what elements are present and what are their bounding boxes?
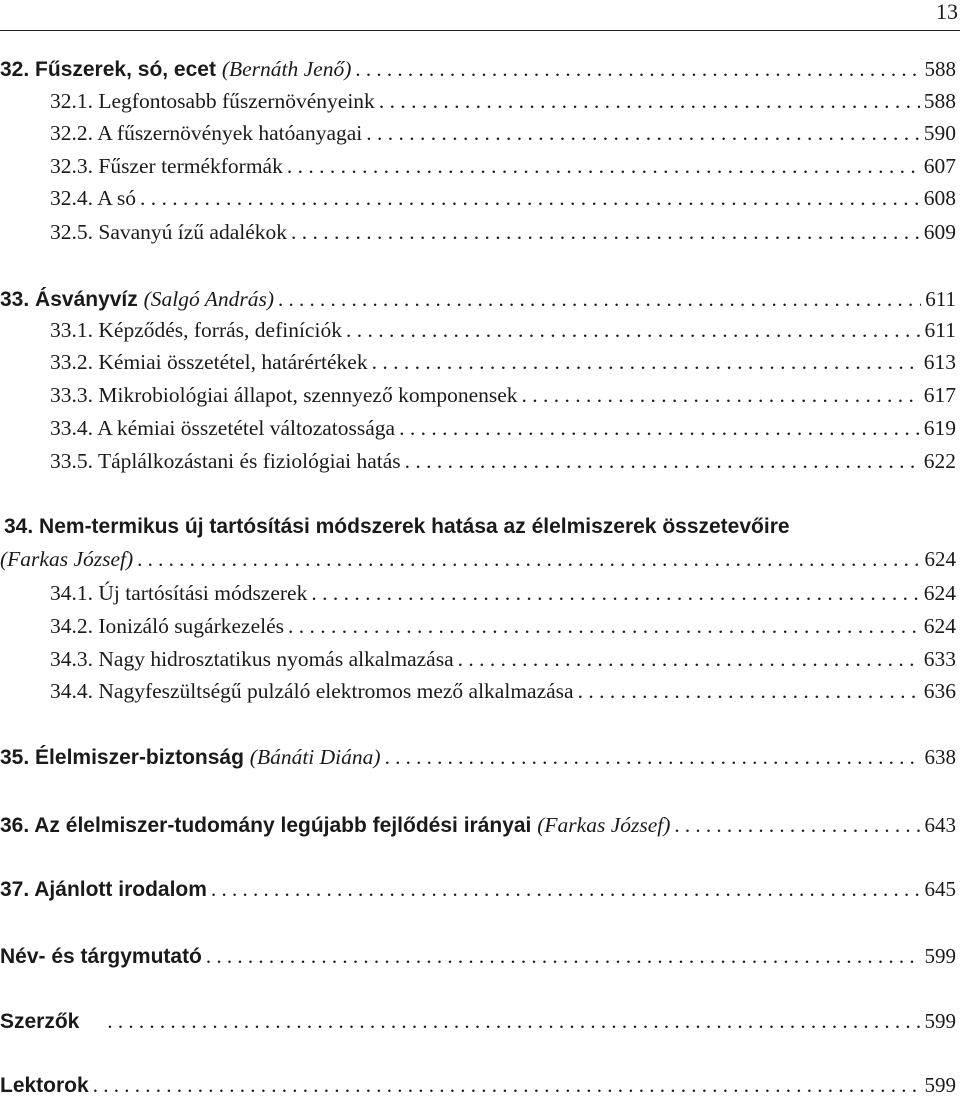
toc-section-33-1[interactable] — [0, 316, 956, 344]
chapter-author: (Bernáth Jenő) — [221, 57, 352, 81]
page-ref: 588 — [924, 57, 956, 81]
dot-leader — [405, 447, 920, 475]
page-ref: 617 — [923, 383, 956, 407]
section-title: 32.4. A só — [50, 186, 137, 210]
toc-section-33-2[interactable] — [0, 348, 956, 376]
dot-leader — [137, 545, 920, 573]
chapter-number: 36. — [0, 814, 30, 837]
dot-leader — [140, 184, 920, 212]
dot-leader — [578, 677, 920, 705]
toc-section-32-3[interactable] — [0, 152, 956, 180]
toc-chapter-36[interactable] — [0, 811, 956, 840]
dot-leader — [288, 612, 920, 640]
page-ref: 599 — [924, 1073, 956, 1097]
section-title: 34.2. Ionizáló sugárkezelés — [50, 614, 285, 638]
page-ref: 643 — [924, 813, 956, 837]
page-ref: 624 — [924, 547, 956, 571]
page-ref: 636 — [923, 679, 956, 703]
toc-section-32-4[interactable] — [0, 184, 956, 212]
chapter-author: (Farkas József) — [537, 813, 671, 837]
section-title: 34.4. Nagyfeszültségű pulzáló elektromos mező alkalmazása — [50, 679, 574, 703]
dot-leader — [522, 381, 920, 409]
toc-section-34-3[interactable] — [0, 645, 956, 673]
page-ref: 590 — [923, 121, 956, 145]
toc-chapter-37[interactable] — [0, 875, 956, 904]
section-title: 32.3. Fűszer termékformák — [50, 154, 283, 178]
chapter-title: Élelmiszer-biztonság — [35, 746, 244, 769]
section-title: 33.5. Táplálkozástani és fiziológiai hatás — [50, 449, 401, 473]
dot-leader — [399, 414, 920, 442]
section-title: 33.3. Mikrobiológiai állapot, szennyező komponensek — [50, 383, 518, 407]
chapter-number: 33. — [0, 288, 30, 311]
page-ref: 611 — [924, 318, 956, 342]
chapter-number: 34. — [4, 515, 34, 538]
section-title: 34.3. Nagy hidrosztatikus nyomás alkalmazása — [50, 647, 454, 671]
page-ref: 588 — [923, 89, 956, 113]
chapter-title: Fűszerek, só, ecet — [35, 58, 216, 81]
page-ref: 624 — [923, 581, 956, 605]
toc-chapter-32[interactable] — [0, 55, 956, 84]
chapter-number: 37. — [0, 878, 30, 901]
chapter-author: (Farkas József) — [0, 547, 134, 571]
chapter-title: Ajánlott irodalom — [34, 878, 207, 901]
page-number: 13 — [936, 0, 958, 24]
section-title: 33.2. Kémiai összetétel, határértékek — [50, 350, 368, 374]
dot-leader — [366, 119, 919, 147]
chapter-author: (Salgó András) — [143, 287, 275, 311]
toc-section-34-1[interactable] — [0, 579, 956, 607]
toc-section-33-5[interactable] — [0, 447, 956, 475]
toc-section-34-2[interactable] — [0, 612, 956, 640]
page-ref: 633 — [923, 647, 956, 671]
dot-leader — [211, 875, 921, 903]
section-title: 32.5. Savanyú ízű adalékok — [50, 220, 288, 244]
dot-leader — [311, 579, 919, 607]
chapter-number: 35. — [0, 746, 30, 769]
header-rule — [0, 30, 960, 31]
toc-authors[interactable] — [0, 1007, 956, 1036]
dot-leader — [107, 1007, 920, 1035]
toc-chapter-35[interactable] — [0, 743, 956, 772]
page-ref: 624 — [923, 614, 956, 638]
section-title: 34.1. Új tartósítási módszerek — [50, 581, 308, 605]
dot-leader — [291, 218, 920, 246]
toc-section-33-4[interactable] — [0, 414, 956, 442]
section-title: 33.1. Képződés, forrás, definíciók — [50, 318, 342, 342]
toc-section-34-4[interactable] — [0, 677, 956, 705]
toc-chapter-34[interactable] — [0, 545, 956, 574]
toc-section-32-5[interactable] — [0, 218, 956, 246]
page-ref: 622 — [923, 449, 956, 473]
dot-leader — [278, 285, 921, 313]
section-title: 32.1. Legfontosabb fűszernövényeink — [50, 89, 375, 113]
chapter-title: Az élelmiszer-tudomány legújabb fejlődési irányai — [34, 814, 532, 837]
toc-chapter-33[interactable] — [0, 285, 956, 314]
dot-leader — [355, 55, 920, 83]
chapter-number: 32. — [0, 58, 30, 81]
chapter-title: Nem-termikus új tartósítási módszerek hatása az élelmiszerek összetevőire — [39, 515, 790, 538]
toc-section-33-3[interactable] — [0, 381, 956, 409]
dot-leader — [372, 348, 920, 376]
dot-leader — [206, 942, 921, 970]
section-title: 33.4. A kémiai összetétel változatossága — [50, 416, 396, 440]
dot-leader — [385, 743, 921, 771]
dot-leader — [93, 1071, 921, 1099]
page-ref: 645 — [924, 877, 956, 901]
dot-leader — [346, 316, 921, 344]
page-ref: 607 — [923, 154, 956, 178]
dot-leader — [674, 811, 920, 839]
index-title: Név- és tárgymutató — [0, 945, 202, 968]
toc-index[interactable] — [0, 942, 956, 971]
page-ref: 611 — [925, 287, 956, 311]
page-ref: 613 — [923, 350, 956, 374]
page-ref: 599 — [924, 944, 956, 968]
page-ref: 638 — [924, 745, 956, 769]
page-ref: 608 — [923, 186, 956, 210]
page-ref: 619 — [923, 416, 956, 440]
dot-leader — [458, 645, 920, 673]
toc-section-32-2[interactable] — [0, 119, 956, 147]
toc-section-32-1[interactable] — [0, 87, 956, 115]
reviewers-title: Lektorok — [0, 1074, 89, 1097]
dot-leader — [379, 87, 920, 115]
chapter-author: (Bánáti Diána) — [249, 745, 381, 769]
page-ref: 599 — [924, 1009, 956, 1033]
page-ref: 609 — [923, 220, 956, 244]
toc-chapter-34-title[interactable] — [4, 513, 954, 541]
dot-leader — [287, 152, 920, 180]
chapter-title: Ásványvíz — [35, 288, 138, 311]
authors-title: Szerzők — [0, 1010, 80, 1033]
section-title: 32.2. A fűszernövények hatóanyagai — [50, 121, 363, 145]
